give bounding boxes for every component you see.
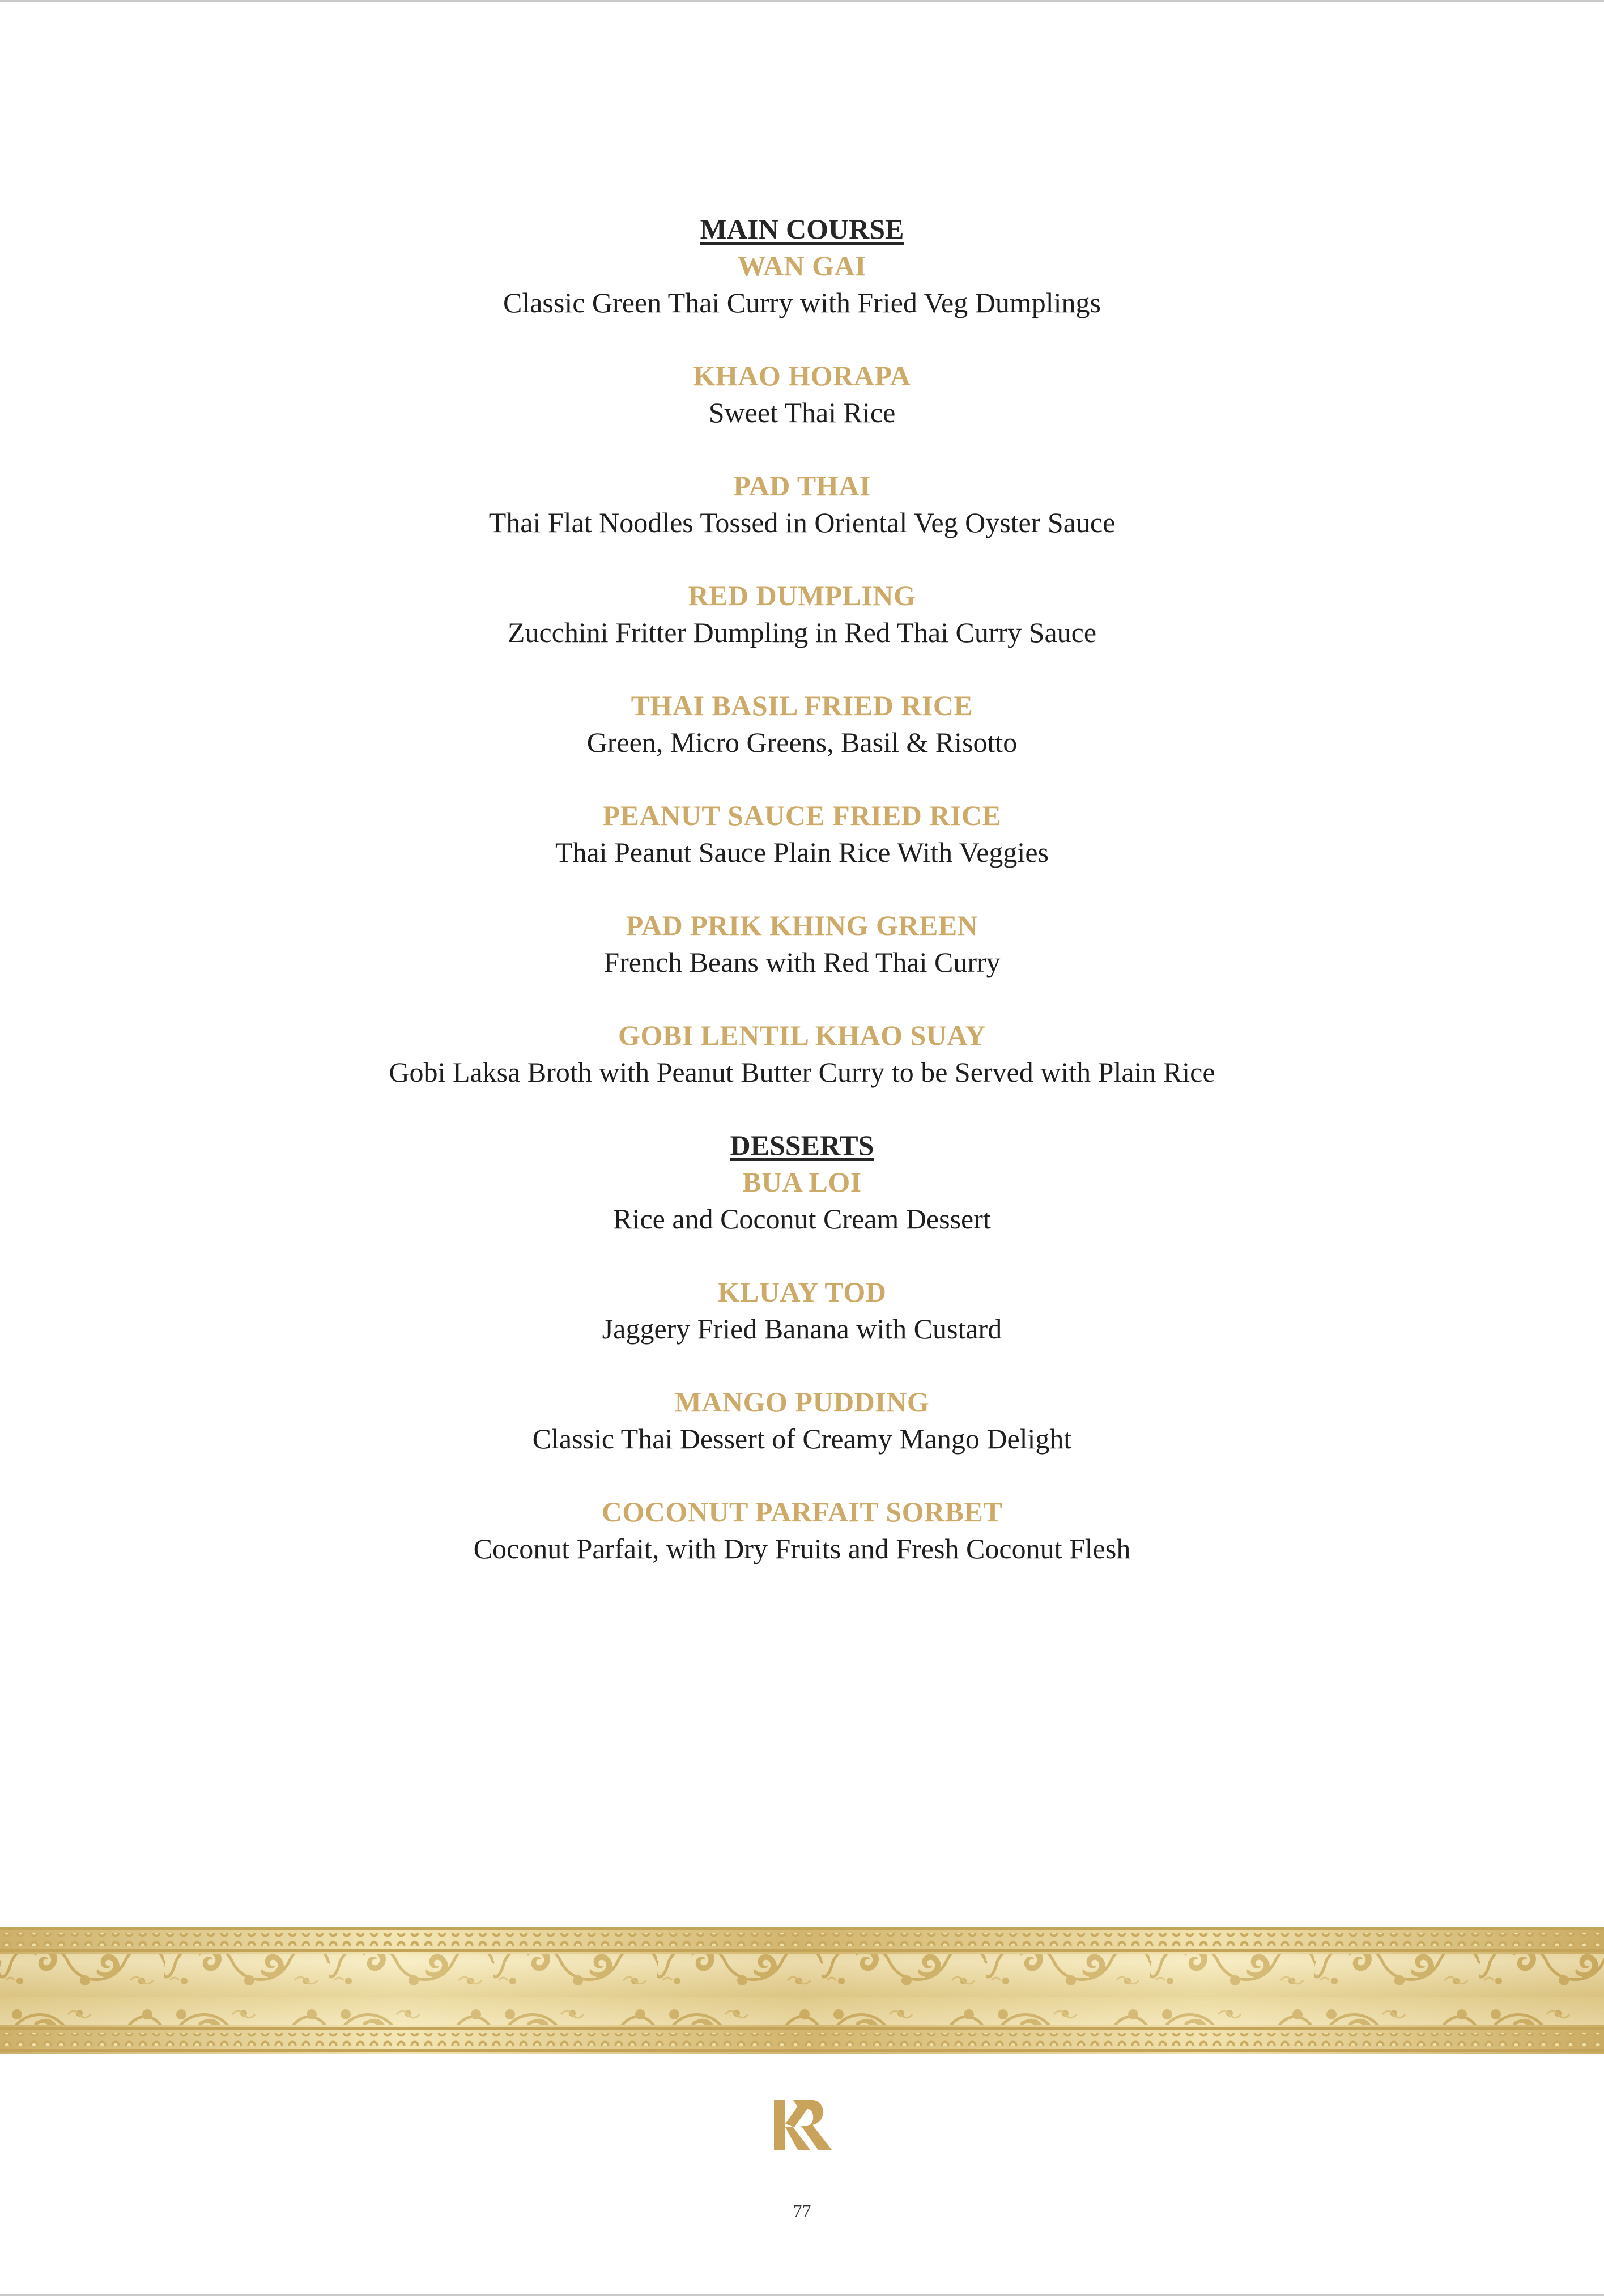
dish-description: Jaggery Fried Banana with Custard [602, 1313, 1002, 1345]
menu-item [0, 687, 1604, 761]
dish-name: PEANUT SAUCE FRIED RICE [602, 800, 1002, 831]
section-desserts [0, 1127, 1604, 1567]
page-number: 77 [793, 2201, 811, 2221]
dish-description: Gobi Laksa Broth with Peanut Butter Curry to be Served with Plain Rice [389, 1056, 1215, 1088]
menu-item [0, 1017, 1604, 1091]
dish-name: COCONUT PARFAIT SORBET [601, 1496, 1003, 1528]
section-title: DESSERTS [730, 1129, 874, 1161]
menu-item [0, 577, 1604, 651]
dish-description: Classic Green Thai Curry with Fried Veg Dumplings [503, 287, 1101, 318]
dish-description: Thai Peanut Sauce Plain Rice With Veggies [555, 836, 1049, 868]
menu-item [0, 248, 1604, 321]
dish-description: French Beans with Red Thai Curry [603, 946, 1001, 978]
dish-name: THAI BASIL FRIED RICE [631, 690, 973, 721]
dish-name: MANGO PUDDING [674, 1386, 930, 1418]
menu-item [0, 1274, 1604, 1347]
menu-item [0, 467, 1604, 541]
page-top-rule [0, 0, 1604, 2]
dish-description: Coconut Parfait, with Dry Fruits and Fresh Coconut Flesh [473, 1533, 1131, 1564]
dish-description: Sweet Thai Rice [708, 397, 896, 428]
dish-name: KHAO HORAPA [693, 360, 911, 392]
kr-monogram-logo-icon [773, 2099, 834, 2151]
section-main-course [0, 211, 1604, 1091]
dish-description: Zucchini Fritter Dumpling in Red Thai Curry Sauce [507, 616, 1097, 648]
paisley-border-icon [0, 1927, 1604, 2054]
dish-name: GOBI LENTIL KHAO SUAY [618, 1019, 986, 1051]
dish-name: KLUAY TOD [717, 1276, 887, 1308]
menu-item [0, 1164, 1604, 1238]
menu-content [0, 211, 1604, 1604]
dish-name: PAD THAI [733, 470, 871, 501]
dish-name: WAN GAI [737, 250, 867, 282]
menu-item [0, 797, 1604, 871]
dish-description: Classic Thai Dessert of Creamy Mango Delight [532, 1423, 1072, 1455]
dish-name: PAD PRIK KHING GREEN [626, 909, 978, 941]
dish-name: BUA LOI [742, 1166, 862, 1198]
menu-item [0, 907, 1604, 981]
dish-description: Thai Flat Noodles Tossed in Oriental Veg Oyster Sauce [488, 507, 1116, 538]
menu-item [0, 358, 1604, 431]
menu-item [0, 1384, 1604, 1457]
dish-description: Green, Micro Greens, Basil & Risotto [586, 726, 1018, 758]
section-title: MAIN COURSE [700, 213, 904, 245]
dish-name: RED DUMPLING [688, 580, 916, 611]
menu-item [0, 1494, 1604, 1567]
dish-description: Rice and Coconut Cream Dessert [613, 1203, 991, 1235]
